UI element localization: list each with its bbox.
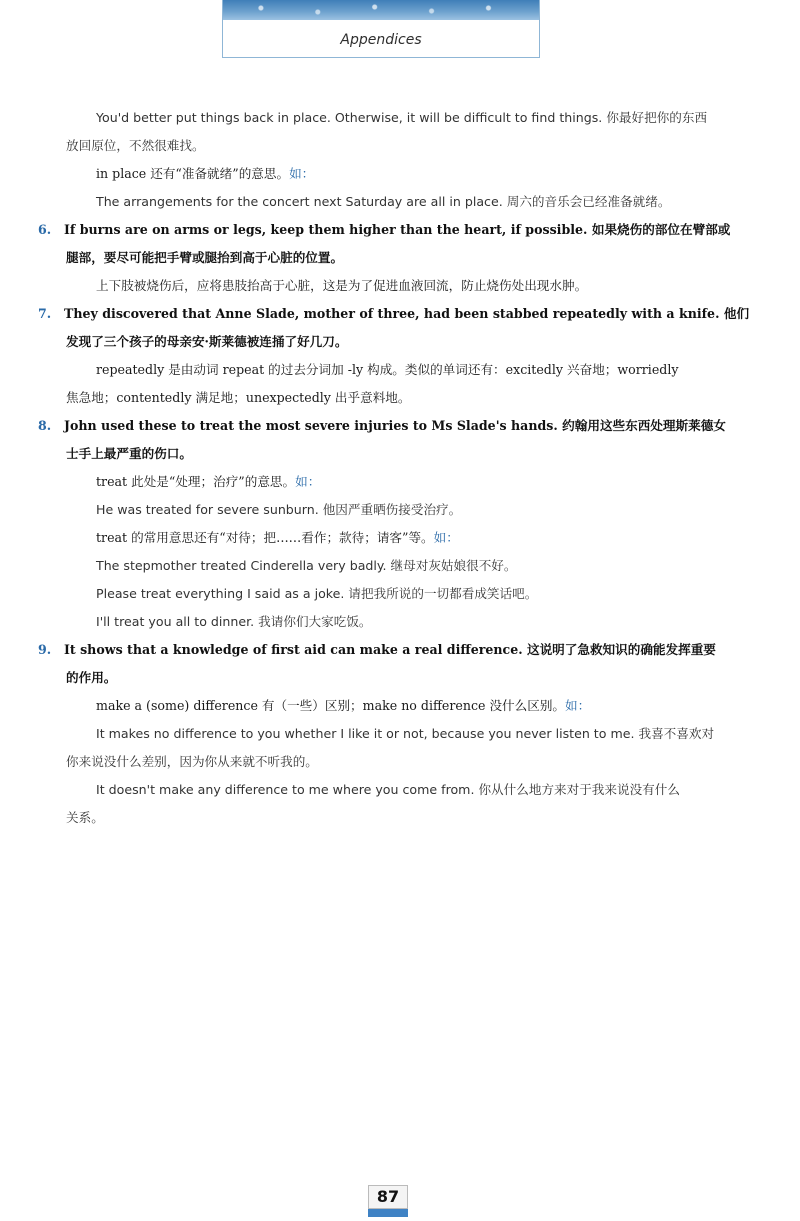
page-number: 87: [368, 1185, 408, 1209]
note-line: 上下肢被烧伤后，应将患肢抬高于心脏，这是为了促进血液回流，防止烧伤处出现水肿。: [96, 278, 588, 293]
note-6-heading-cont: 腿部，要尽可能把手臂或腿抬到高于心脏的位置。: [66, 250, 344, 265]
note-9-heading-cont: 的作用。: [66, 670, 117, 685]
note-line: treat 的常用意思还有“对待；把……看作；款待；请客”等。如：: [96, 530, 459, 545]
note-line: repeatedly 是由动词 repeat 的过去分词加 -ly 构成。类似的单词还有：excitedly 兴奋地；worriedly: [96, 362, 679, 377]
example-line: He was treated for severe sunburn. 他因严重晒伤接受治疗。: [96, 502, 462, 517]
note-9-heading: 9. It shows that a knowledge of first aid can make a real difference. 这说明了急救知识的确能发挥重要: [38, 642, 716, 657]
note-8-heading-cont: 士手上最严重的伤口。: [66, 446, 192, 461]
example-line: The arrangements for the concert next Saturday are all in place. 周六的音乐会已经准备就绪。: [96, 194, 671, 209]
example-line: Please treat everything I said as a joke. 请把我所说的一切都看成笑话吧。: [96, 586, 538, 601]
note-6-heading: 6. If burns are on arms or legs, keep them higher than the heart, if possible. 如果烧伤的部位在臂部或: [38, 222, 731, 237]
example-line: You'd better put things back in place. Otherwise, it will be difficult to find things. 你最好把你的东西: [96, 110, 708, 125]
page-number-stripe: [368, 1209, 408, 1217]
note-8-heading: 8. John used these to treat the most severe injuries to Ms Slade's hands. 约翰用这些东西处理斯莱德女: [38, 418, 726, 433]
note-line: make a (some) difference 有（一些）区别；make no difference 没什么区别。如：: [96, 698, 591, 713]
notes-content: [38, 104, 748, 832]
example-line: It makes no difference to you whether I like it or not, because you never listen to me. 我喜不喜欢对: [96, 726, 715, 741]
note-line: in place 还有“准备就绪”的意思。如：: [96, 166, 315, 181]
note-7-heading: 7. They discovered that Anne Slade, mother of three, had been stabbed repeatedly with a knife. 他们: [38, 306, 750, 321]
note-line: treat 此处是“处理；治疗”的意思。如：: [96, 474, 321, 489]
example-line: 关系。: [66, 810, 104, 825]
example-line: 放回原位，不然很难找。: [66, 138, 205, 153]
note-7-heading-cont: 发现了三个孩子的母亲安·斯莱德被连捅了好几刀。: [66, 334, 348, 349]
page-number-box: [368, 1185, 408, 1219]
example-line: The stepmother treated Cinderella very badly. 继母对灰姑娘很不好。: [96, 558, 517, 573]
note-line: 焦急地；contentedly 满足地；unexpectedly 出乎意料地。: [66, 390, 411, 405]
example-line: I'll treat you all to dinner. 我请你们大家吃饭。: [96, 614, 372, 629]
header-water-image: [223, 0, 539, 20]
example-line: It doesn't make any difference to me where you come from. 你从什么地方来对于我来说没有什么: [96, 782, 680, 797]
example-line: 你来说没什么差别，因为你从来就不听我的。: [66, 754, 318, 769]
section-title: Appendices: [340, 32, 422, 48]
header-banner: [222, 0, 540, 58]
